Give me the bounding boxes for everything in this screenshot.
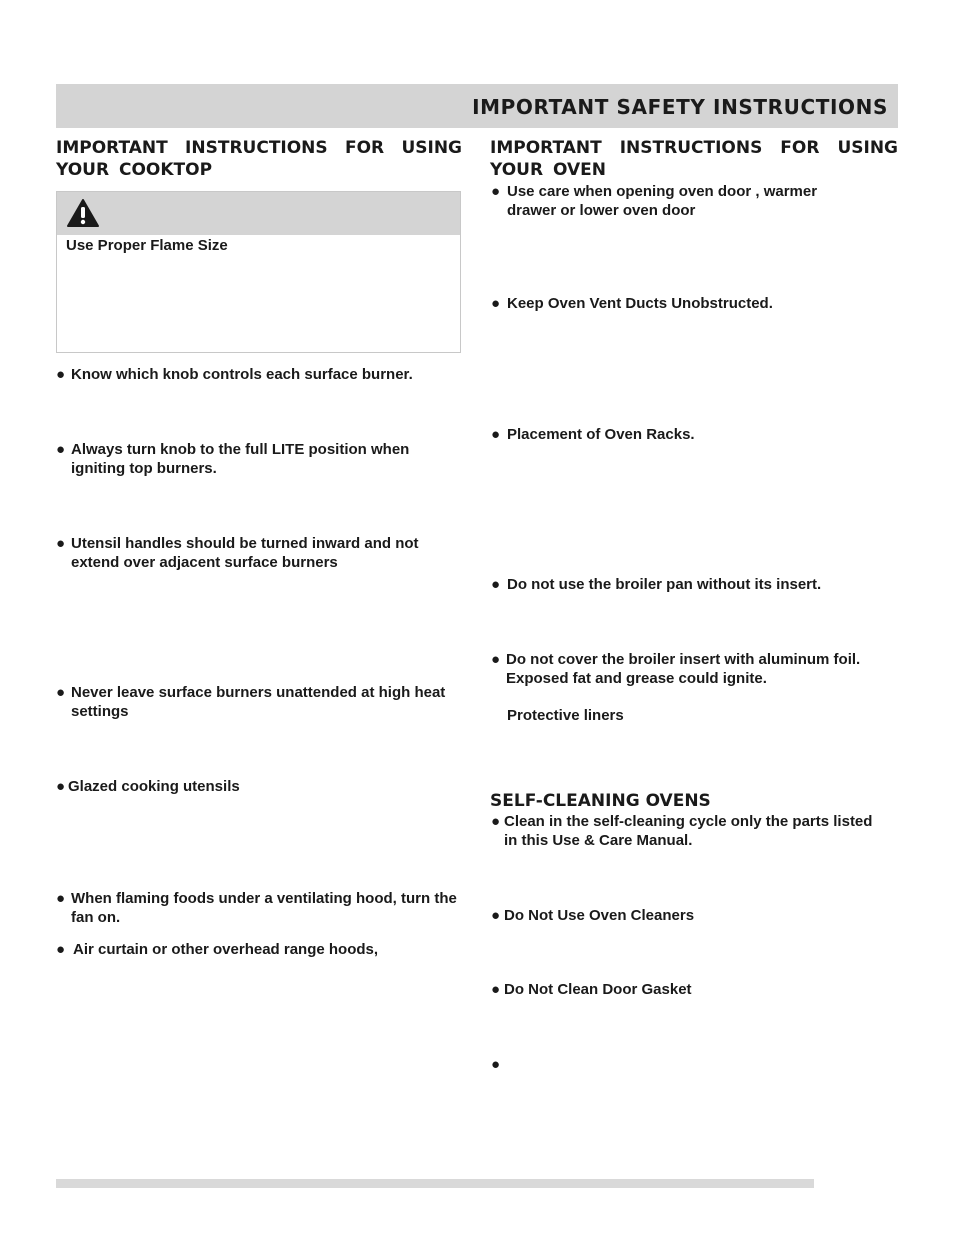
list-item: ● Always turn knob to the full LITE position when igniting top burners. xyxy=(56,441,410,477)
list-item: ● Do not use the broiler pan without its insert. xyxy=(491,576,822,593)
list-item: ● Do not cover the broiler insert with aluminum foil. Exposed fat and grease could ignite. xyxy=(491,651,861,687)
list-item: ● Do Not Clean Door Gasket xyxy=(491,981,692,998)
warning-triangle-icon xyxy=(66,198,100,228)
bullet-icon: ● xyxy=(56,941,66,958)
bullet-icon: ● xyxy=(56,890,66,907)
bullet-icon: ● xyxy=(491,651,501,668)
bullet-icon: ● xyxy=(491,907,501,924)
cooktop-heading: IMPORTANT INSTRUCTIONS FOR USING YOUR COOKTOP xyxy=(56,138,462,180)
warning-band xyxy=(57,192,460,235)
page-title: IMPORTANT SAFETY INSTRUCTIONS xyxy=(472,95,888,119)
bullet-icon: ● xyxy=(56,684,66,701)
list-item: ● Air curtain or other overhead range hoods, xyxy=(56,941,379,958)
bullet-icon: ● xyxy=(491,1056,501,1073)
bullet-icon: ● xyxy=(56,778,66,795)
list-item: ● When flaming foods under a ventilating hood, turn the fan on. xyxy=(56,890,457,926)
oven-heading: IMPORTANT INSTRUCTIONS FOR USING YOUR OVEN xyxy=(490,138,898,180)
protective-liners-label: Protective liners xyxy=(507,707,624,724)
warning-box xyxy=(56,191,461,353)
bullet-icon: ● xyxy=(56,441,66,458)
list-item: ● Placement of Oven Racks. xyxy=(491,426,695,443)
list-item: ● Do Not Use Oven Cleaners xyxy=(491,907,695,924)
bullet-icon: ● xyxy=(491,295,501,312)
list-item: ● Use care when opening oven door , warmer drawer or lower oven door xyxy=(491,183,818,219)
list-item: ● Glazed cooking utensils xyxy=(56,778,240,795)
list-item: ● Never leave surface burners unattended at high heat settings xyxy=(56,684,446,720)
bullet-icon: ● xyxy=(491,183,501,200)
bullet-icon: ● xyxy=(491,426,501,443)
bullet-icon: ● xyxy=(491,576,501,593)
bullet-icon: ● xyxy=(491,813,501,830)
warning-text: Use Proper Flame Size xyxy=(66,237,228,254)
list-item: ● Keep Oven Vent Ducts Unobstructed. xyxy=(491,295,773,312)
list-item: ● Utensil handles should be turned inward and not extend over adjacent surface burners xyxy=(56,535,419,571)
bullet-icon: ● xyxy=(56,366,66,383)
bullet-icon: ● xyxy=(491,981,501,998)
self-cleaning-heading: SELF-CLEANING OVENS xyxy=(490,791,711,811)
list-item: ● Clean in the self-cleaning cycle only the parts listed in this Use & Care Manual. xyxy=(491,813,873,849)
list-item: ● Know which knob controls each surface burner. xyxy=(56,366,413,383)
footer-bar xyxy=(56,1179,814,1188)
bullet-icon: ● xyxy=(56,535,66,552)
header-bar xyxy=(56,84,898,128)
